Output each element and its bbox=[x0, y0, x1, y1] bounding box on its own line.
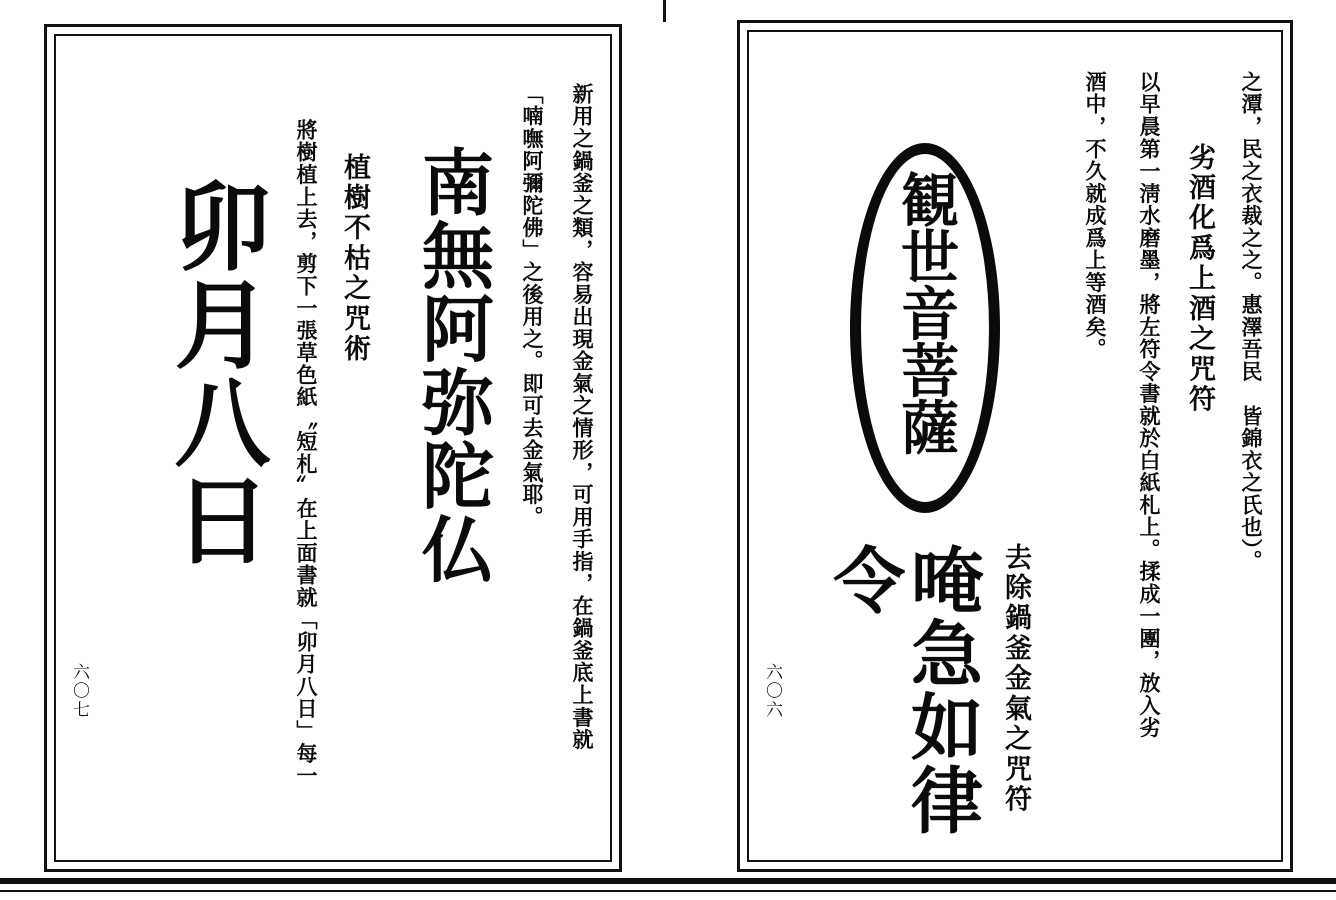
left-page-column-2: 「喃嘸阿彌陀佛」之後用之。即可去金氣耶。 bbox=[520, 83, 545, 529]
right-page-column-1: 之潭，民之衣裁之之。惠澤吾民 皆錦衣之氏也）。 bbox=[1239, 71, 1264, 573]
left-page-nembutsu-title: 南無阿弥陀仏 bbox=[410, 145, 495, 586]
oval-seal-text: 観世音菩薩 bbox=[891, 170, 959, 455]
right-page bbox=[737, 20, 1293, 872]
gutter-mark bbox=[663, 0, 666, 22]
right-page-heading-pot-charm: 去除鍋釜金氣之咒符 bbox=[1000, 543, 1031, 816]
bottom-rule-thin bbox=[0, 890, 1336, 892]
left-page-column-1: 新用之鍋釜之類，容易出現金氣之情形，可用手指，在鍋釜底上書就 bbox=[570, 83, 595, 751]
right-page-heading-liquor-charm: 劣酒化爲上酒之咒符 bbox=[1184, 143, 1215, 416]
oval-seal-talisman bbox=[850, 143, 1000, 513]
right-page-column-3: 以早晨第一淸水磨墨，將左符令書就於白紙札上。揉成一團，放入劣 bbox=[1137, 71, 1162, 739]
left-page bbox=[44, 24, 622, 872]
left-page-column-5: 將樹植上去，剪下一張草色紙〝短札〞在上面書就「卯月八日」每一 bbox=[294, 119, 319, 787]
left-page-date-calligraphy: 卯月八日 bbox=[159, 177, 272, 569]
left-page-number: 六〇七 bbox=[69, 662, 89, 719]
right-page-number: 六〇六 bbox=[762, 662, 782, 719]
seal-subtext-incantation: 唵急如律令 bbox=[821, 543, 984, 837]
right-page-column-4: 酒中，不久就成爲上等酒矣。 bbox=[1083, 71, 1108, 361]
bottom-rule-thick bbox=[0, 878, 1336, 884]
left-page-heading-tree-charm: 植樹不枯之咒術 bbox=[339, 153, 370, 365]
